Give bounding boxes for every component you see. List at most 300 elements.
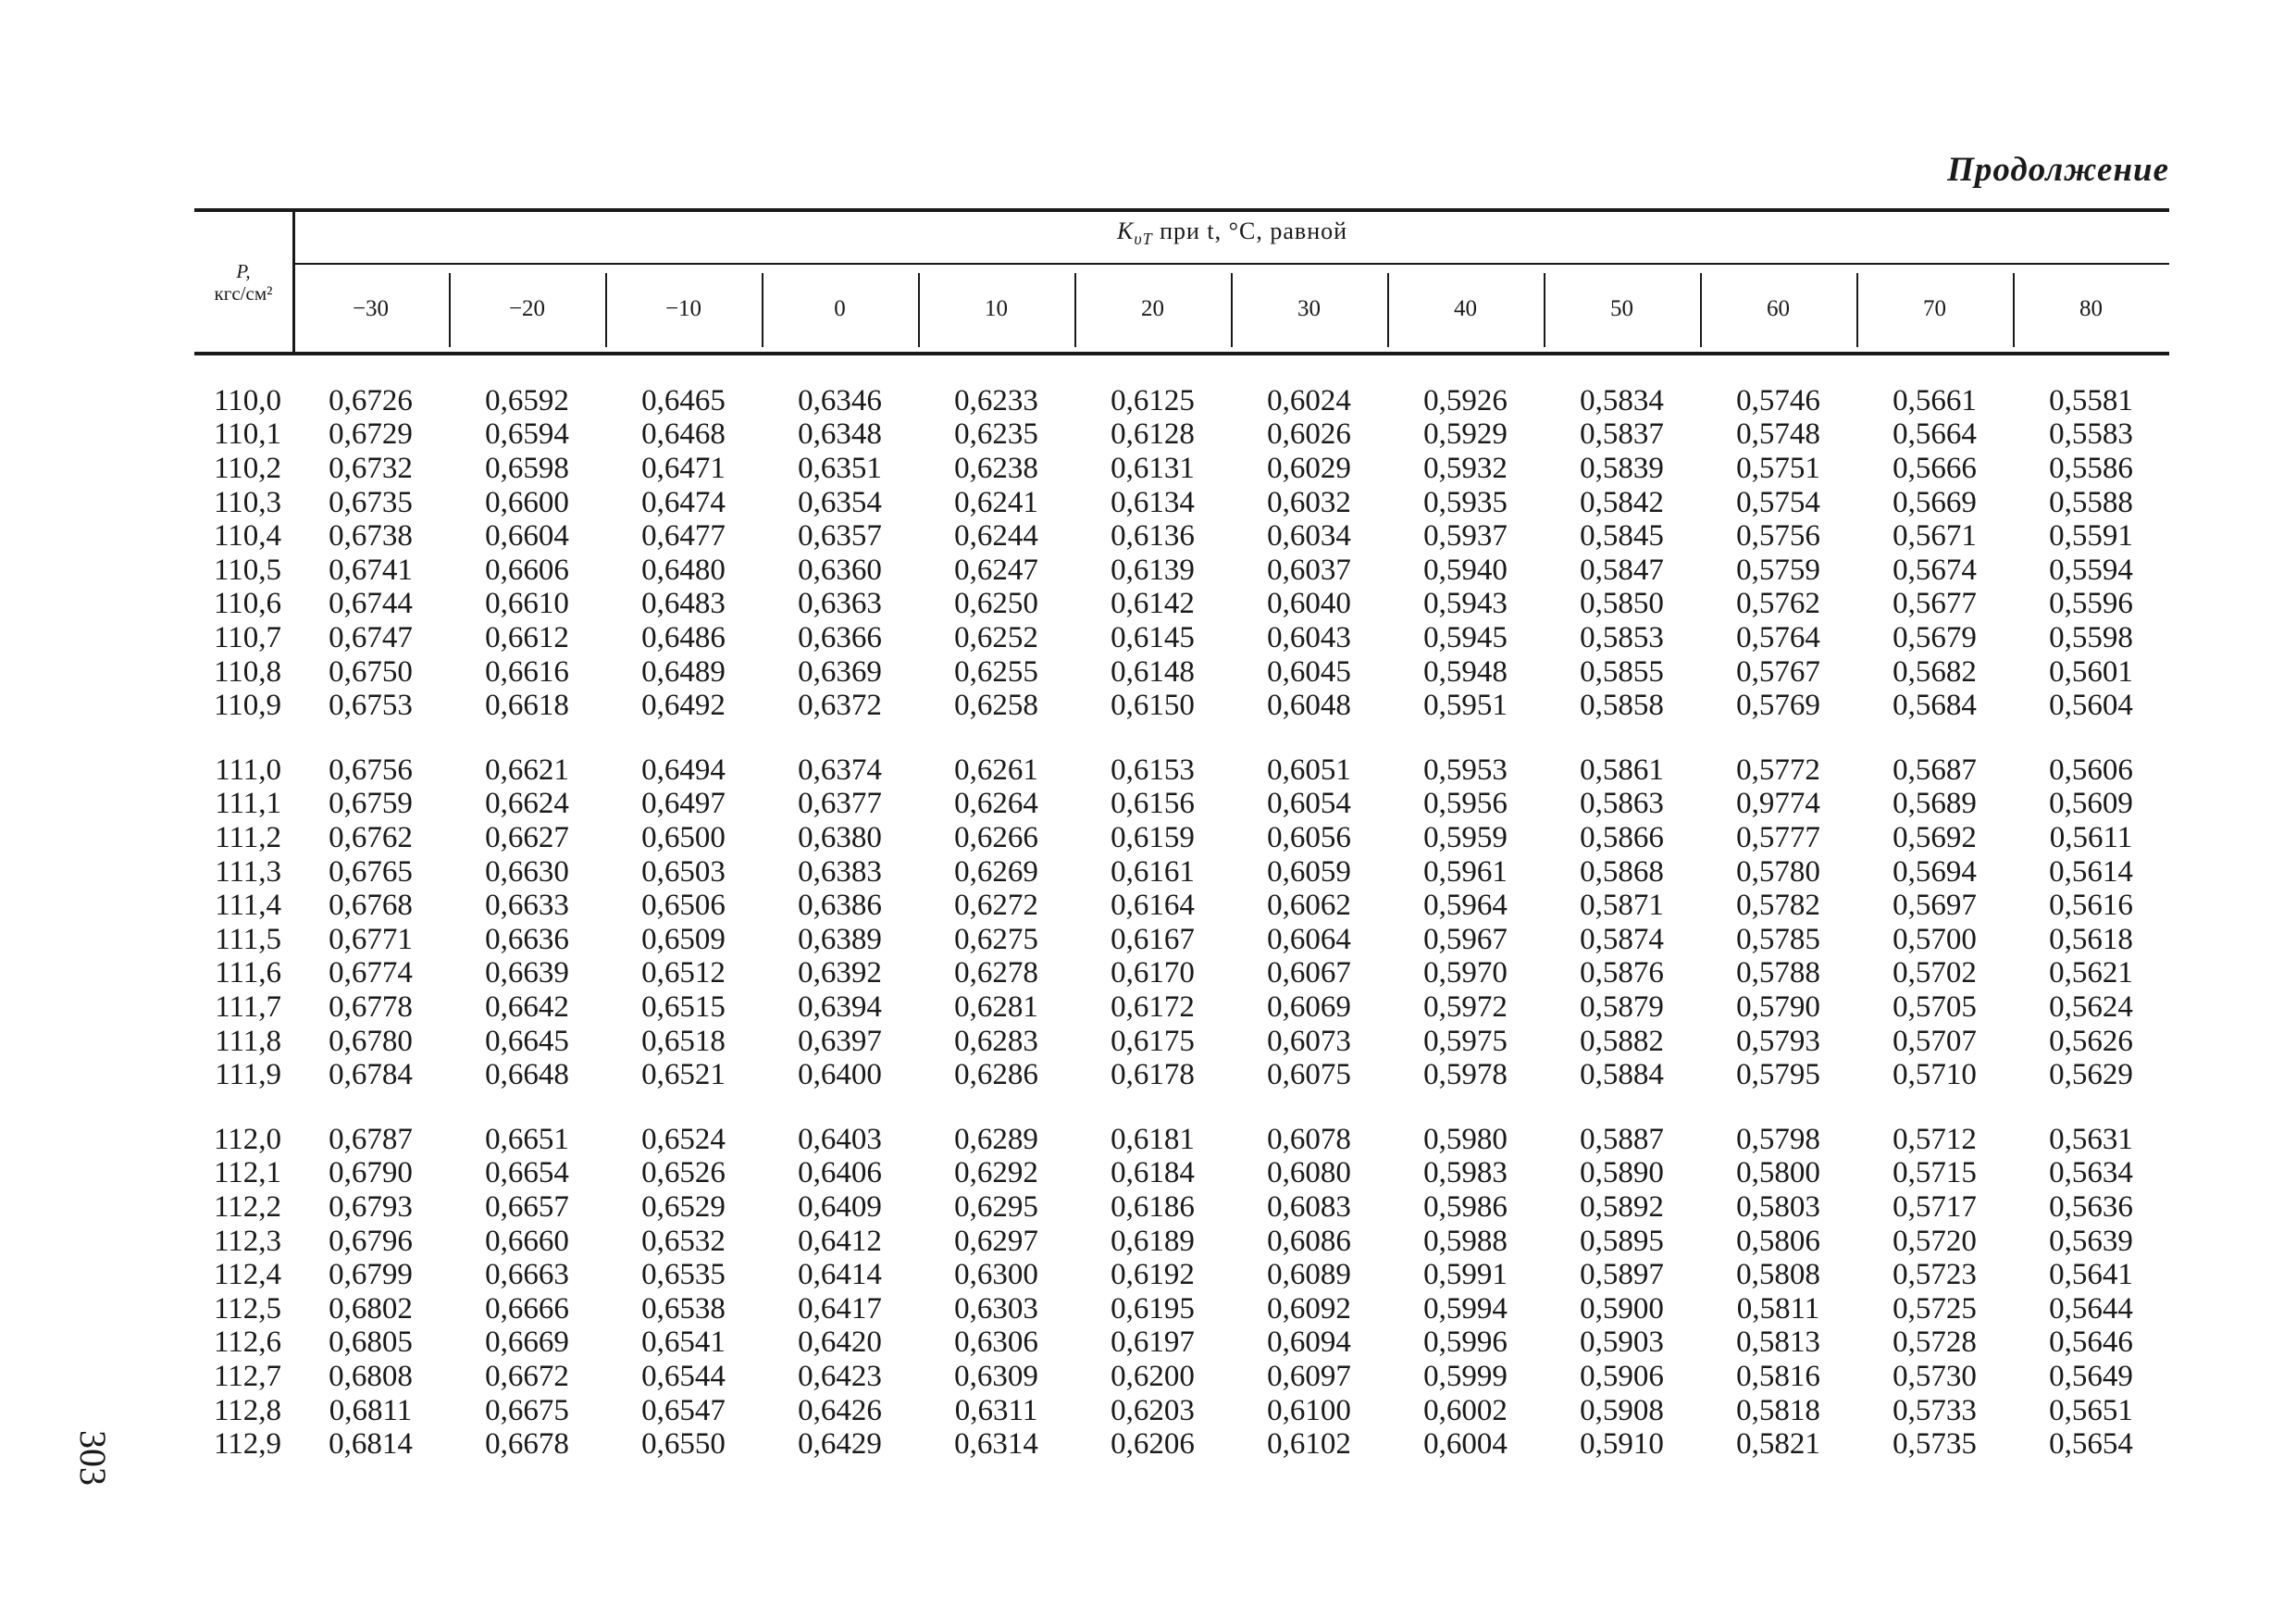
value-cell: 0,5999 bbox=[1423, 1359, 1508, 1393]
value-cell: 0,6654 bbox=[485, 1156, 569, 1190]
value-cell: 0,5897 bbox=[1580, 1258, 1664, 1292]
value-cell: 0,5935 bbox=[1423, 485, 1508, 519]
value-cell: 0,6600 bbox=[485, 485, 569, 519]
value-cell: 0,5591 bbox=[2049, 519, 2133, 554]
value-cell: 0,6400 bbox=[798, 1058, 882, 1092]
value-cell: 0,5611 bbox=[2049, 820, 2133, 854]
value-cell: 0,6178 bbox=[1111, 1058, 1195, 1092]
value-cell: 0,5581 bbox=[2049, 383, 2133, 417]
value-cell: 0,6241 bbox=[954, 485, 1038, 519]
pressure-cell: 112,8 bbox=[213, 1393, 281, 1427]
table-row bbox=[194, 1225, 2169, 1259]
pressure-cell: 111,5 bbox=[215, 922, 281, 956]
value-cell: 0,6069 bbox=[1267, 989, 1351, 1024]
value-cell: 0,6651 bbox=[485, 1122, 569, 1156]
value-cell: 0,5677 bbox=[1893, 587, 1977, 621]
value-cell: 0,6787 bbox=[329, 1122, 413, 1156]
value-cell: 0,5634 bbox=[2049, 1156, 2133, 1190]
value-cell: 0,6067 bbox=[1267, 956, 1351, 990]
value-cell: 0,5735 bbox=[1893, 1427, 1977, 1462]
value-cell: 0,6172 bbox=[1111, 989, 1195, 1024]
table-row bbox=[194, 418, 2169, 453]
value-cell: 0,6747 bbox=[329, 620, 413, 654]
value-cell: 0,5674 bbox=[1893, 553, 1977, 587]
value-cell: 0,5926 bbox=[1423, 383, 1508, 417]
value-cell: 0,5601 bbox=[2049, 654, 2133, 689]
value-cell: 0,6389 bbox=[798, 922, 882, 956]
value-cell: 0,6369 bbox=[798, 654, 882, 689]
value-cell: 0,6037 bbox=[1267, 553, 1351, 587]
value-cell: 0,5636 bbox=[2049, 1189, 2133, 1224]
temperature-header-cell: 10 bbox=[918, 266, 1074, 352]
value-cell: 0,5850 bbox=[1580, 587, 1664, 621]
value-cell: 0,6197 bbox=[1111, 1326, 1195, 1360]
value-cell: 0,5996 bbox=[1423, 1326, 1508, 1360]
value-cell: 0,6639 bbox=[485, 956, 569, 990]
value-cell: 0,6366 bbox=[798, 620, 882, 654]
value-cell: 0,6346 bbox=[798, 383, 882, 417]
value-cell: 0,5811 bbox=[1736, 1291, 1820, 1326]
value-cell: 0,6269 bbox=[954, 854, 1038, 889]
value-cell: 0,6633 bbox=[485, 889, 569, 923]
value-cell: 0,6524 bbox=[641, 1122, 726, 1156]
value-cell: 0,6195 bbox=[1111, 1291, 1195, 1326]
table-row bbox=[194, 855, 2169, 890]
value-cell: 0,6125 bbox=[1111, 383, 1195, 417]
continuation-label: Продолжение bbox=[1947, 151, 2169, 189]
value-cell: 0,6675 bbox=[485, 1393, 569, 1427]
value-cell: 0,5641 bbox=[2049, 1258, 2133, 1292]
temperature-header-cell: 80 bbox=[2013, 266, 2169, 352]
value-cell: 0,6669 bbox=[485, 1326, 569, 1360]
pressure-symbol: P, bbox=[236, 259, 251, 282]
value-cell: 0,6526 bbox=[641, 1156, 726, 1190]
value-cell: 0,6170 bbox=[1111, 956, 1195, 990]
value-cell: 0,6150 bbox=[1111, 689, 1195, 723]
value-cell: 0,6768 bbox=[329, 889, 413, 923]
temperature-header-cell: 30 bbox=[1231, 266, 1387, 352]
pressure-cell: 111,7 bbox=[215, 989, 281, 1024]
value-cell: 0,5988 bbox=[1423, 1224, 1508, 1258]
pressure-cell: 112,6 bbox=[213, 1326, 281, 1360]
value-cell: 0,6131 bbox=[1111, 451, 1195, 485]
value-cell: 0,5767 bbox=[1736, 654, 1820, 689]
value-cell: 0,6598 bbox=[485, 451, 569, 485]
value-cell: 0,5842 bbox=[1580, 485, 1664, 519]
table-row bbox=[194, 1058, 2169, 1092]
table-row bbox=[194, 1326, 2169, 1361]
value-cell: 0,6233 bbox=[954, 383, 1038, 417]
value-cell: 0,6592 bbox=[485, 383, 569, 417]
pressure-cell: 112,5 bbox=[213, 1291, 281, 1326]
value-cell: 0,5882 bbox=[1580, 1024, 1664, 1058]
pressure-cell: 112,7 bbox=[213, 1359, 281, 1393]
value-cell: 0,6790 bbox=[329, 1156, 413, 1190]
value-cell: 0,6521 bbox=[641, 1058, 726, 1092]
value-cell: 0,6297 bbox=[954, 1224, 1038, 1258]
value-cell: 0,6175 bbox=[1111, 1024, 1195, 1058]
value-cell: 0,6547 bbox=[641, 1393, 726, 1427]
value-cell: 0,5717 bbox=[1893, 1189, 1977, 1224]
temperature-header-cell: 70 bbox=[1856, 266, 2013, 352]
table-row-group bbox=[194, 1123, 2169, 1462]
value-cell: 0,6762 bbox=[329, 820, 413, 854]
pressure-cell: 110,8 bbox=[213, 654, 281, 689]
value-cell: 0,5621 bbox=[2049, 956, 2133, 990]
value-cell: 0,6142 bbox=[1111, 587, 1195, 621]
value-cell: 0,6480 bbox=[641, 553, 726, 587]
value-cell: 0,5639 bbox=[2049, 1224, 2133, 1258]
value-cell: 0,5858 bbox=[1580, 689, 1664, 723]
value-cell: 0,6048 bbox=[1267, 689, 1351, 723]
table-row bbox=[194, 788, 2169, 822]
header-bottom-rule bbox=[194, 352, 2169, 355]
table-row bbox=[194, 588, 2169, 622]
value-cell: 0,5762 bbox=[1736, 587, 1820, 621]
table-row-group bbox=[194, 753, 2169, 1092]
value-cell: 0,5887 bbox=[1580, 1122, 1664, 1156]
value-cell: 0,5991 bbox=[1423, 1258, 1508, 1292]
value-cell: 0,6660 bbox=[485, 1224, 569, 1258]
table-top-rule bbox=[194, 208, 2169, 212]
value-cell: 0,6678 bbox=[485, 1427, 569, 1462]
value-cell: 0,6064 bbox=[1267, 922, 1351, 956]
value-cell: 0,5669 bbox=[1893, 485, 1977, 519]
value-cell: 0,6159 bbox=[1111, 820, 1195, 854]
value-cell: 0,6735 bbox=[329, 485, 413, 519]
value-cell: 0,5790 bbox=[1736, 989, 1820, 1024]
value-cell: 0,6802 bbox=[329, 1291, 413, 1326]
value-cell: 0,6412 bbox=[798, 1224, 882, 1258]
value-cell: 0,6264 bbox=[954, 787, 1038, 821]
value-cell: 0,6610 bbox=[485, 587, 569, 621]
value-cell: 0,6541 bbox=[641, 1326, 726, 1360]
value-cell: 0,6494 bbox=[641, 753, 726, 787]
value-cell: 0,6080 bbox=[1267, 1156, 1351, 1190]
value-cell: 0,6666 bbox=[485, 1291, 569, 1326]
table-row-group bbox=[194, 384, 2169, 723]
value-cell: 0,5837 bbox=[1580, 417, 1664, 452]
value-cell: 0,5972 bbox=[1423, 989, 1508, 1024]
pressure-cell: 110,5 bbox=[213, 553, 281, 587]
value-cell: 0,6045 bbox=[1267, 654, 1351, 689]
value-cell: 0,6753 bbox=[329, 689, 413, 723]
value-cell: 0,6616 bbox=[485, 654, 569, 689]
table-row bbox=[194, 689, 2169, 723]
value-cell: 0,5606 bbox=[2049, 753, 2133, 787]
value-cell: 0,6636 bbox=[485, 922, 569, 956]
value-cell: 0,5723 bbox=[1893, 1258, 1977, 1292]
pressure-cell: 111,3 bbox=[215, 854, 281, 889]
table-row bbox=[194, 1360, 2169, 1394]
temperature-header-cell: −10 bbox=[605, 266, 762, 352]
value-cell: 0,6128 bbox=[1111, 417, 1195, 452]
value-cell: 0,6153 bbox=[1111, 753, 1195, 787]
value-cell: 0,6164 bbox=[1111, 889, 1195, 923]
value-cell: 0,6618 bbox=[485, 689, 569, 723]
value-cell: 0,6145 bbox=[1111, 620, 1195, 654]
value-cell: 0,5609 bbox=[2049, 787, 2133, 821]
value-cell: 0,6148 bbox=[1111, 654, 1195, 689]
value-cell: 0,5879 bbox=[1580, 989, 1664, 1024]
value-cell: 0,5892 bbox=[1580, 1189, 1664, 1224]
value-cell: 0,6780 bbox=[329, 1024, 413, 1058]
value-cell: 0,6083 bbox=[1267, 1189, 1351, 1224]
pressure-cell: 111,6 bbox=[215, 956, 281, 990]
temperature-header-cell: 60 bbox=[1700, 266, 1856, 352]
value-cell: 0,9774 bbox=[1736, 787, 1820, 821]
value-cell: 0,5943 bbox=[1423, 587, 1508, 621]
value-cell: 0,5644 bbox=[2049, 1291, 2133, 1326]
temperature-header-cell: −20 bbox=[449, 266, 605, 352]
value-cell: 0,6261 bbox=[954, 753, 1038, 787]
value-cell: 0,6774 bbox=[329, 956, 413, 990]
value-cell: 0,6492 bbox=[641, 689, 726, 723]
table-row bbox=[194, 554, 2169, 588]
value-cell: 0,6275 bbox=[954, 922, 1038, 956]
value-cell: 0,5876 bbox=[1580, 956, 1664, 990]
table-row bbox=[194, 1190, 2169, 1225]
pressure-cell: 111,2 bbox=[215, 820, 281, 854]
value-cell: 0,6181 bbox=[1111, 1122, 1195, 1156]
value-cell: 0,6306 bbox=[954, 1326, 1038, 1360]
value-cell: 0,5702 bbox=[1893, 956, 1977, 990]
value-cell: 0,6497 bbox=[641, 787, 726, 821]
value-cell: 0,5759 bbox=[1736, 553, 1820, 587]
value-cell: 0,6729 bbox=[329, 417, 413, 452]
value-cell: 0,6252 bbox=[954, 620, 1038, 654]
value-cell: 0,6078 bbox=[1267, 1122, 1351, 1156]
value-cell: 0,5994 bbox=[1423, 1291, 1508, 1326]
temperature-header-cell: −30 bbox=[352, 295, 390, 321]
value-cell: 0,6392 bbox=[798, 956, 882, 990]
value-cell: 0,6386 bbox=[798, 889, 882, 923]
table-row bbox=[194, 821, 2169, 855]
value-cell: 0,6250 bbox=[954, 587, 1038, 621]
value-cell: 0,6468 bbox=[641, 417, 726, 452]
value-cell: 0,5866 bbox=[1580, 820, 1664, 854]
value-cell: 0,6363 bbox=[798, 587, 882, 621]
value-cell: 0,6805 bbox=[329, 1326, 413, 1360]
value-cell: 0,5651 bbox=[2049, 1393, 2133, 1427]
value-cell: 0,6186 bbox=[1111, 1189, 1195, 1224]
value-cell: 0,5890 bbox=[1580, 1156, 1664, 1190]
value-cell: 0,6624 bbox=[485, 787, 569, 821]
value-cell: 0,5853 bbox=[1580, 620, 1664, 654]
table-row bbox=[194, 957, 2169, 991]
value-cell: 0,6417 bbox=[798, 1291, 882, 1326]
value-cell: 0,6538 bbox=[641, 1291, 726, 1326]
value-cell: 0,5929 bbox=[1423, 417, 1508, 452]
value-cell: 0,5733 bbox=[1893, 1393, 1977, 1427]
value-cell: 0,5839 bbox=[1580, 451, 1664, 485]
table-row bbox=[194, 655, 2169, 690]
value-cell: 0,6244 bbox=[954, 519, 1038, 554]
value-cell: 0,5788 bbox=[1736, 956, 1820, 990]
value-cell: 0,6420 bbox=[798, 1326, 882, 1360]
value-cell: 0,6360 bbox=[798, 553, 882, 587]
value-cell: 0,5646 bbox=[2049, 1326, 2133, 1360]
value-cell: 0,5661 bbox=[1893, 383, 1977, 417]
coefficient-symbol: K bbox=[1116, 218, 1135, 244]
value-cell: 0,6642 bbox=[485, 989, 569, 1024]
value-cell: 0,5751 bbox=[1736, 451, 1820, 485]
pressure-cell: 112,0 bbox=[213, 1122, 281, 1156]
value-cell: 0,6238 bbox=[954, 451, 1038, 485]
value-cell: 0,5618 bbox=[2049, 922, 2133, 956]
value-cell: 0,5816 bbox=[1736, 1359, 1820, 1393]
value-cell: 0,6738 bbox=[329, 519, 413, 554]
header-mid-rule bbox=[292, 263, 2169, 265]
value-cell: 0,5684 bbox=[1893, 689, 1977, 723]
value-cell: 0,5697 bbox=[1893, 889, 1977, 923]
pressure-cell: 111,8 bbox=[215, 1024, 281, 1058]
value-cell: 0,6594 bbox=[485, 417, 569, 452]
value-cell: 0,6002 bbox=[1423, 1393, 1508, 1427]
value-cell: 0,6289 bbox=[954, 1122, 1038, 1156]
value-cell: 0,5847 bbox=[1580, 553, 1664, 587]
value-cell: 0,5616 bbox=[2049, 889, 2133, 923]
value-cell: 0,6292 bbox=[954, 1156, 1038, 1190]
value-cell: 0,6235 bbox=[954, 417, 1038, 452]
value-cell: 0,5586 bbox=[2049, 451, 2133, 485]
value-cell: 0,6184 bbox=[1111, 1156, 1195, 1190]
value-cell: 0,6034 bbox=[1267, 519, 1351, 554]
coefficient-header bbox=[295, 218, 2169, 249]
value-cell: 0,6544 bbox=[641, 1359, 726, 1393]
value-cell: 0,6051 bbox=[1267, 753, 1351, 787]
pressure-cell: 112,2 bbox=[213, 1189, 281, 1224]
temperature-header-cell: 20 bbox=[1074, 266, 1231, 352]
value-cell: 0,5654 bbox=[2049, 1427, 2133, 1462]
value-cell: 0,6059 bbox=[1267, 854, 1351, 889]
value-cell: 0,5707 bbox=[1893, 1024, 1977, 1058]
value-cell: 0,6100 bbox=[1267, 1393, 1351, 1427]
value-cell: 0,6102 bbox=[1267, 1427, 1351, 1462]
pressure-cell: 110,6 bbox=[213, 587, 281, 621]
value-cell: 0,5980 bbox=[1423, 1122, 1508, 1156]
value-cell: 0,6266 bbox=[954, 820, 1038, 854]
value-cell: 0,5884 bbox=[1580, 1058, 1664, 1092]
value-cell: 0,6097 bbox=[1267, 1359, 1351, 1393]
value-cell: 0,6465 bbox=[641, 383, 726, 417]
value-cell: 0,5671 bbox=[1893, 519, 1977, 554]
value-cell: 0,6756 bbox=[329, 753, 413, 787]
pressure-cell: 110,4 bbox=[213, 519, 281, 554]
value-cell: 0,6645 bbox=[485, 1024, 569, 1058]
value-cell: 0,6726 bbox=[329, 383, 413, 417]
value-cell: 0,6503 bbox=[641, 854, 726, 889]
value-cell: 0,6189 bbox=[1111, 1224, 1195, 1258]
value-cell: 0,6075 bbox=[1267, 1058, 1351, 1092]
value-cell: 0,5594 bbox=[2049, 553, 2133, 587]
pressure-cell: 110,9 bbox=[213, 689, 281, 723]
value-cell: 0,6796 bbox=[329, 1224, 413, 1258]
value-cell: 0,6247 bbox=[954, 553, 1038, 587]
value-cell: 0,5772 bbox=[1736, 753, 1820, 787]
value-cell: 0,5624 bbox=[2049, 989, 2133, 1024]
value-cell: 0,6192 bbox=[1111, 1258, 1195, 1292]
value-cell: 0,5629 bbox=[2049, 1058, 2133, 1092]
value-cell: 0,6741 bbox=[329, 553, 413, 587]
value-cell: 0,6518 bbox=[641, 1024, 726, 1058]
value-cell: 0,6630 bbox=[485, 854, 569, 889]
page-number: 303 bbox=[72, 1430, 114, 1486]
value-cell: 0,5596 bbox=[2049, 587, 2133, 621]
value-cell: 0,6156 bbox=[1111, 787, 1195, 821]
pressure-cell: 112,1 bbox=[213, 1156, 281, 1190]
value-cell: 0,5967 bbox=[1423, 922, 1508, 956]
table-row bbox=[194, 519, 2169, 554]
value-cell: 0,6139 bbox=[1111, 553, 1195, 587]
value-cell: 0,6515 bbox=[641, 989, 726, 1024]
value-cell: 0,5900 bbox=[1580, 1291, 1664, 1326]
value-cell: 0,6474 bbox=[641, 485, 726, 519]
value-cell: 0,6471 bbox=[641, 451, 726, 485]
value-cell: 0,5951 bbox=[1423, 689, 1508, 723]
table-row bbox=[194, 1394, 2169, 1428]
value-cell: 0,6200 bbox=[1111, 1359, 1195, 1393]
value-cell: 0,6489 bbox=[641, 654, 726, 689]
value-cell: 0,6029 bbox=[1267, 451, 1351, 485]
value-cell: 0,5692 bbox=[1893, 820, 1977, 854]
value-cell: 0,6004 bbox=[1423, 1427, 1508, 1462]
value-cell: 0,6532 bbox=[641, 1224, 726, 1258]
value-cell: 0,6406 bbox=[798, 1156, 882, 1190]
value-cell: 0,5845 bbox=[1580, 519, 1664, 554]
value-cell: 0,5818 bbox=[1736, 1393, 1820, 1427]
value-cell: 0,6612 bbox=[485, 620, 569, 654]
table-row bbox=[194, 1025, 2169, 1059]
value-cell: 0,5821 bbox=[1736, 1427, 1820, 1462]
value-cell: 0,6026 bbox=[1267, 417, 1351, 452]
value-cell: 0,6732 bbox=[329, 451, 413, 485]
value-cell: 0,6309 bbox=[954, 1359, 1038, 1393]
value-cell: 0,6286 bbox=[954, 1058, 1038, 1092]
value-cell: 0,5834 bbox=[1580, 383, 1664, 417]
value-cell: 0,6300 bbox=[954, 1258, 1038, 1292]
value-cell: 0,5961 bbox=[1423, 854, 1508, 889]
value-cell: 0,5874 bbox=[1580, 922, 1664, 956]
value-cell: 0,5679 bbox=[1893, 620, 1977, 654]
value-cell: 0,5813 bbox=[1736, 1326, 1820, 1360]
value-cell: 0,6429 bbox=[798, 1427, 882, 1462]
value-cell: 0,5895 bbox=[1580, 1224, 1664, 1258]
value-cell: 0,5764 bbox=[1736, 620, 1820, 654]
value-cell: 0,5798 bbox=[1736, 1122, 1820, 1156]
value-cell: 0,6056 bbox=[1267, 820, 1351, 854]
value-cell: 0,5782 bbox=[1736, 889, 1820, 923]
value-cell: 0,6272 bbox=[954, 889, 1038, 923]
value-cell: 0,6311 bbox=[954, 1393, 1038, 1427]
value-cell: 0,5945 bbox=[1423, 620, 1508, 654]
pressure-cell: 112,4 bbox=[213, 1258, 281, 1292]
value-cell: 0,6759 bbox=[329, 787, 413, 821]
value-cell: 0,6054 bbox=[1267, 787, 1351, 821]
value-cell: 0,6771 bbox=[329, 922, 413, 956]
value-cell: 0,6550 bbox=[641, 1427, 726, 1462]
value-cell: 0,5700 bbox=[1893, 922, 1977, 956]
value-cell: 0,6811 bbox=[329, 1393, 413, 1427]
value-cell: 0,6414 bbox=[798, 1258, 882, 1292]
table-row bbox=[194, 621, 2169, 655]
value-cell: 0,6409 bbox=[798, 1189, 882, 1224]
table-row bbox=[194, 1123, 2169, 1157]
value-cell: 0,6089 bbox=[1267, 1258, 1351, 1292]
value-cell: 0,5903 bbox=[1580, 1326, 1664, 1360]
value-cell: 0,5803 bbox=[1736, 1189, 1820, 1224]
value-cell: 0,6397 bbox=[798, 1024, 882, 1058]
